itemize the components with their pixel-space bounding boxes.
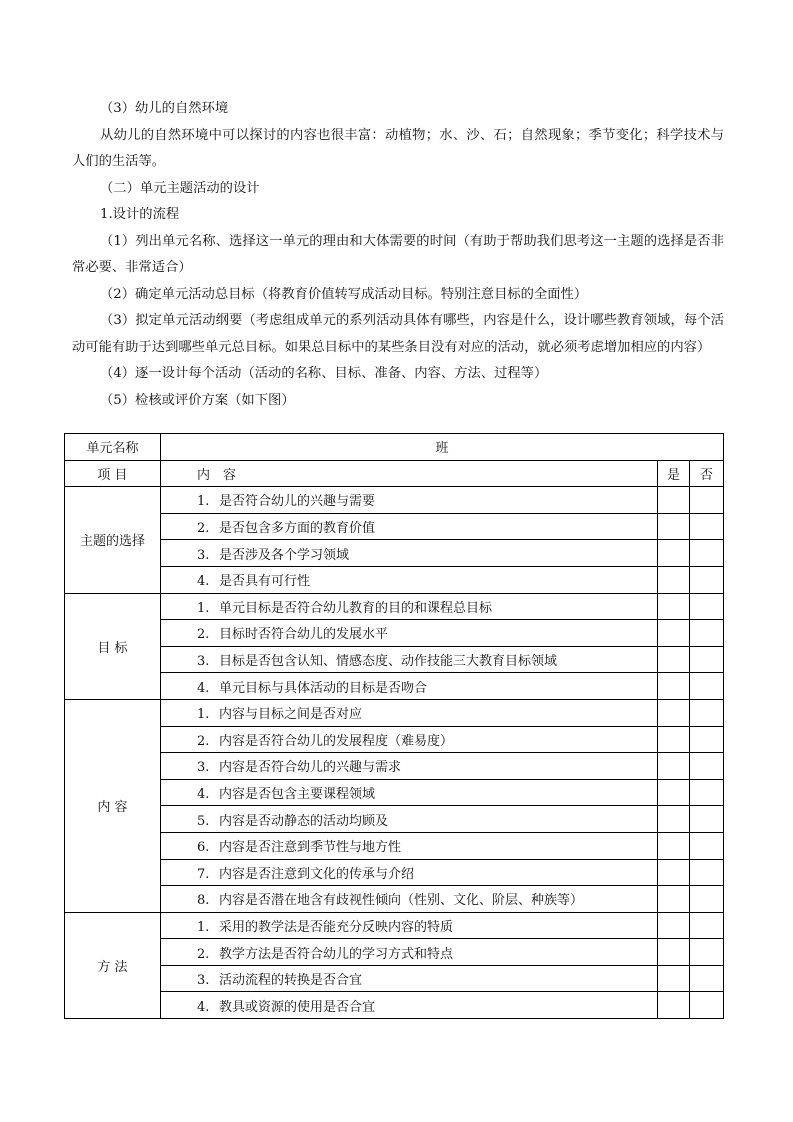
no-check-cell[interactable] (690, 912, 724, 939)
yes-check-cell[interactable] (658, 646, 690, 673)
yes-check-cell[interactable] (658, 832, 690, 859)
class-label: 班 (161, 434, 724, 461)
criterion-number: 6. (197, 840, 210, 856)
header-no: 否 (690, 460, 724, 487)
criterion-text: 内容是否潜在地含有歧视性倾向（性别、文化、阶层、种族等） (219, 893, 584, 909)
no-check-cell[interactable] (690, 487, 724, 514)
yes-check-cell[interactable] (658, 593, 690, 620)
table-header-row (65, 460, 724, 487)
category-cell: 主题的选择 (65, 487, 161, 593)
criterion-cell (161, 753, 658, 780)
yes-check-cell[interactable] (658, 699, 690, 726)
table-title-row (65, 434, 724, 461)
table-row (65, 859, 724, 886)
no-check-cell[interactable] (690, 965, 724, 992)
no-check-cell[interactable] (690, 566, 724, 593)
criterion-text: 内容是否包含主要课程领域 (219, 787, 376, 803)
yes-check-cell[interactable] (658, 965, 690, 992)
no-check-cell[interactable] (690, 992, 724, 1019)
no-check-cell[interactable] (690, 646, 724, 673)
criterion-number: 1. (197, 600, 210, 616)
table-row (65, 806, 724, 833)
criterion-cell (161, 886, 658, 913)
table-row (65, 566, 724, 593)
yes-check-cell[interactable] (658, 487, 690, 514)
criterion-text: 目标是否包含认知、情感态度、动作技能三大教育目标领域 (219, 654, 558, 670)
criterion-cell (161, 646, 658, 673)
table-row (65, 912, 724, 939)
yes-check-cell[interactable] (658, 939, 690, 966)
table-row (65, 832, 724, 859)
no-check-cell[interactable] (690, 513, 724, 540)
no-check-cell[interactable] (690, 859, 724, 886)
step-4: （4）逐一设计每个活动（活动的名称、目标、准备、内容、方法、过程等） (100, 366, 548, 381)
header-item: 项 目 (65, 460, 161, 487)
criterion-number: 1. (197, 494, 210, 510)
yes-check-cell[interactable] (658, 779, 690, 806)
criterion-cell (161, 832, 658, 859)
no-check-cell[interactable] (690, 699, 724, 726)
criterion-cell (161, 620, 658, 647)
criterion-text: 是否涉及各个学习领域 (219, 547, 350, 563)
document-body (72, 96, 724, 414)
criterion-cell (161, 699, 658, 726)
table-row (65, 779, 724, 806)
table-row (65, 487, 724, 514)
criterion-number: 4. (197, 999, 210, 1015)
criterion-cell (161, 487, 658, 514)
table-row (65, 726, 724, 753)
table-row (65, 540, 724, 567)
yes-check-cell[interactable] (658, 859, 690, 886)
heading-natural-environment: （3）幼儿的自然环境 (100, 101, 229, 116)
no-check-cell[interactable] (690, 886, 724, 913)
criterion-cell (161, 593, 658, 620)
no-check-cell[interactable] (690, 753, 724, 780)
table-row (65, 939, 724, 966)
criterion-number: 3. (197, 654, 210, 670)
table-row (65, 593, 724, 620)
step-5: （5）检核或评价方案（如下图） (100, 392, 295, 408)
criterion-text: 内容是否符合幼儿的兴趣与需求 (219, 760, 402, 776)
criterion-text: 内容是否注意到文化的传承与介绍 (219, 866, 415, 882)
criterion-cell (161, 726, 658, 753)
table-row (65, 513, 724, 540)
criterion-number: 5. (197, 813, 210, 829)
step-2: （2）确定单元活动总目标（将教育价值转写成活动目标。特别注意目标的全面性） (100, 286, 588, 302)
table-row (65, 886, 724, 913)
criterion-text: 是否包含多方面的教育价值 (219, 521, 376, 537)
criterion-text: 教学方法是否符合幼儿的学习方式和特点 (219, 946, 454, 962)
criterion-text: 内容是否符合幼儿的发展程度（难易度） (219, 733, 454, 749)
evaluation-table (64, 433, 724, 1019)
criterion-cell (161, 540, 658, 567)
criterion-cell (161, 806, 658, 833)
table-row (65, 673, 724, 700)
table-row (65, 753, 724, 780)
criterion-cell (161, 513, 658, 540)
yes-check-cell[interactable] (658, 806, 690, 833)
step-1: （1）列出单元名称、选择这一单元的理由和大体需要的时间（有助于帮助我们思考这一主题的选择是否非常必要、非常适合） (72, 233, 724, 275)
category-cell: 内 容 (65, 699, 161, 912)
no-check-cell[interactable] (690, 620, 724, 647)
no-check-cell[interactable] (690, 806, 724, 833)
step-3: （3）拟定单元活动纲要（考虑组成单元的系列活动具体有哪些，内容是什么，设计哪些教育领域，每个活动可能有助于达到哪些单元总目标。如果总目标中的某些条目没有对应的活动，就必须考虑增加相应的内容） (72, 313, 724, 355)
yes-check-cell[interactable] (658, 753, 690, 780)
criterion-text: 单元目标是否符合幼儿教育的目的和课程总目标 (219, 600, 493, 616)
table-row (65, 620, 724, 647)
criterion-number: 3. (197, 973, 210, 989)
criterion-text: 内容与目标之间是否对应 (219, 707, 363, 723)
yes-check-cell[interactable] (658, 673, 690, 700)
yes-check-cell[interactable] (658, 513, 690, 540)
criterion-number: 4. (197, 574, 210, 590)
criterion-number: 7. (197, 866, 210, 882)
criterion-number: 4. (197, 787, 210, 803)
yes-check-cell[interactable] (658, 620, 690, 647)
no-check-cell[interactable] (690, 593, 724, 620)
yes-check-cell[interactable] (658, 886, 690, 913)
yes-check-cell[interactable] (658, 992, 690, 1019)
criterion-text: 采用的教学法是否能充分反映内容的特质 (219, 919, 454, 935)
criterion-number: 2. (197, 733, 210, 749)
header-yes: 是 (658, 460, 690, 487)
criterion-number: 4. (197, 680, 210, 696)
no-check-cell[interactable] (690, 779, 724, 806)
criterion-cell (161, 673, 658, 700)
category-cell: 目 标 (65, 593, 161, 699)
no-check-cell[interactable] (690, 939, 724, 966)
header-content: 内 容 (161, 460, 658, 487)
yes-check-cell[interactable] (658, 726, 690, 753)
no-check-cell[interactable] (690, 832, 724, 859)
criterion-text: 内容是否注意到季节性与地方性 (219, 840, 402, 856)
criterion-cell (161, 566, 658, 593)
heading-unit-design: （二）单元主题活动的设计 (100, 180, 260, 196)
criterion-cell (161, 859, 658, 886)
criterion-text: 活动流程的转换是否合宜 (219, 973, 363, 989)
criterion-number: 8. (197, 893, 210, 909)
table-row (65, 699, 724, 726)
criterion-text: 是否符合幼儿的兴趣与需要 (219, 494, 376, 510)
criterion-cell (161, 939, 658, 966)
paragraph-natural-environment: 从幼儿的自然环境中可以探讨的内容也很丰富：动植物；水、沙、石；自然现象；季节变化；科学技术与人们的生活等。 (72, 127, 724, 169)
criterion-number: 1. (197, 919, 210, 935)
no-check-cell[interactable] (690, 673, 724, 700)
criterion-text: 目标时否符合幼儿的发展水平 (219, 627, 389, 643)
criterion-cell (161, 912, 658, 939)
criterion-text: 是否具有可行性 (219, 574, 311, 590)
criterion-text: 内容是否动静态的活动均顾及 (219, 813, 389, 829)
yes-check-cell[interactable] (658, 912, 690, 939)
criterion-cell (161, 779, 658, 806)
table-row (65, 646, 724, 673)
criterion-number: 2. (197, 946, 210, 962)
criterion-cell (161, 965, 658, 992)
criterion-number: 1. (197, 707, 210, 723)
unit-name-label: 单元名称 (65, 434, 161, 461)
table-row (65, 965, 724, 992)
criterion-text: 教具或资源的使用是否合宜 (219, 999, 376, 1015)
no-check-cell[interactable] (690, 726, 724, 753)
no-check-cell[interactable] (690, 540, 724, 567)
yes-check-cell[interactable] (658, 566, 690, 593)
criterion-number: 2. (197, 521, 210, 537)
criterion-number: 3. (197, 760, 210, 776)
criterion-number: 3. (197, 547, 210, 563)
criterion-number: 2. (197, 627, 210, 643)
heading-design-process: 1.设计的流程 (100, 207, 180, 222)
criterion-text: 单元目标与具体活动的目标是否吻合 (219, 680, 428, 696)
category-cell: 方 法 (65, 912, 161, 1018)
criterion-cell (161, 992, 658, 1019)
yes-check-cell[interactable] (658, 540, 690, 567)
table-row (65, 992, 724, 1019)
